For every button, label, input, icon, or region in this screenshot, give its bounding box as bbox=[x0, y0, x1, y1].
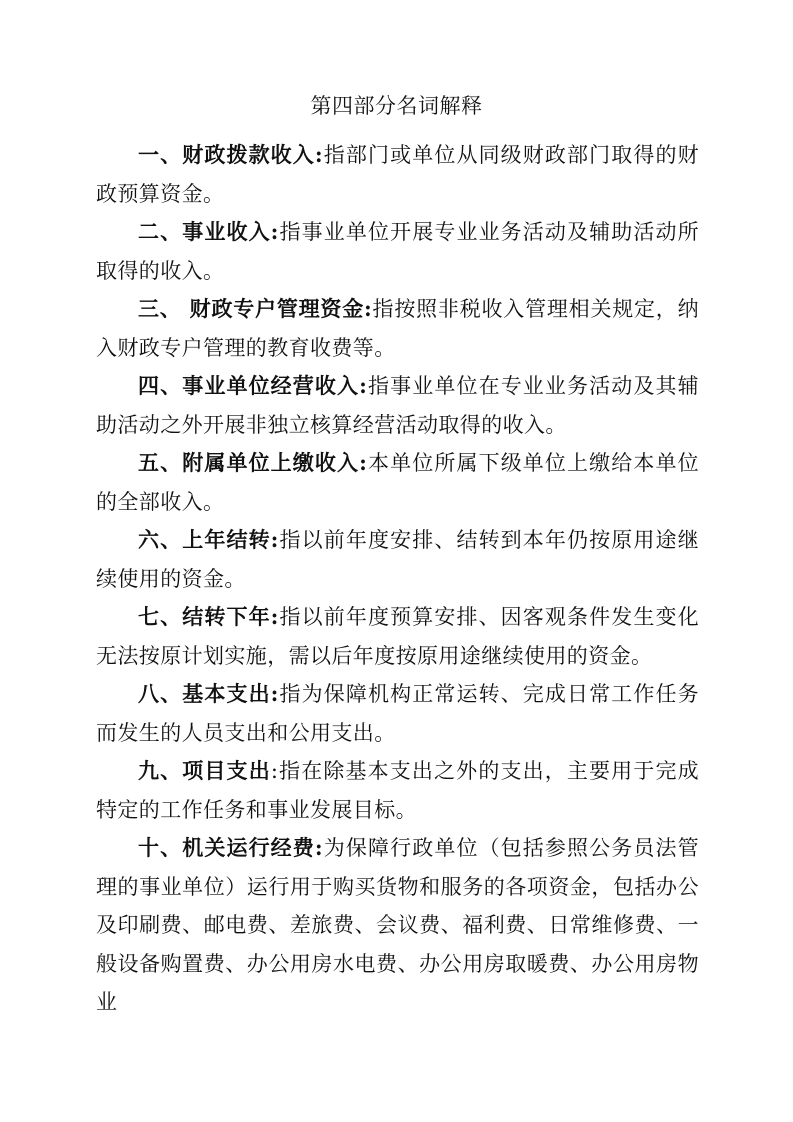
definition-entry bbox=[96, 752, 699, 829]
definition-entry bbox=[96, 367, 699, 444]
definition-entry bbox=[96, 136, 699, 213]
definition-text: 指以前年度预算安排、因客观条件发生变化无法按原计划实施，需以后年度按原用途继续使用的资金。 bbox=[96, 605, 699, 668]
definition-text: 指以前年度安排、结转到本年仍按原用途继续使用的资金。 bbox=[96, 528, 699, 591]
definition-entry bbox=[96, 829, 699, 1022]
definition-term: 四、事业单位经营收入: bbox=[138, 373, 368, 398]
definition-entry bbox=[96, 290, 699, 367]
definition-text: 本单位所属下级单位上缴给本单位的全部收入。 bbox=[96, 451, 700, 514]
definition-entry bbox=[96, 598, 699, 675]
definition-text: :指在除基本支出之外的支出，主要用于完成特定的工作任务和事业发展目标。 bbox=[96, 759, 699, 822]
definition-term: 八、基本支出: bbox=[138, 681, 279, 706]
definition-entry bbox=[96, 213, 699, 290]
definition-term: 七、结转下年: bbox=[138, 604, 279, 629]
definition-text: 指事业单位在专业业务活动及其辅助活动之外开展非独立核算经营活动取得的收入。 bbox=[96, 374, 700, 437]
page-title: 第四部分名词解释 bbox=[310, 94, 483, 118]
definition-text: 指部门或单位从同级财政部门取得的财政预算资金。 bbox=[96, 143, 699, 206]
definition-term: 九、项目支出 bbox=[138, 758, 271, 783]
definition-term: 二、事业收入: bbox=[138, 219, 279, 244]
definition-entry bbox=[96, 521, 699, 598]
definition-term: 六、上年结转: bbox=[138, 527, 279, 552]
definition-text: 指事业单位开展专业业务活动及辅助活动所取得的收入。 bbox=[96, 220, 699, 283]
definition-text: 指为保障机构正常运转、完成日常工作任务而发生的人员支出和公用支出。 bbox=[96, 682, 699, 745]
definition-term: 一、财政拨款收入: bbox=[138, 142, 324, 167]
definition-term: 三、 财政专户管理资金: bbox=[138, 296, 373, 321]
definition-text: 为保障行政单位（包括参照公务员法管理的事业单位）运行用于购买货物和服务的各项资金，包括办公及印刷费、邮电费、差旅费、会议费、福利费、日常维修费、一般设备购置费、办公用房水电费、办公用房取暖费、办公用房物业 bbox=[96, 836, 699, 1014]
definition-entry bbox=[96, 675, 699, 752]
definition-term: 五、附属单位上缴收入: bbox=[138, 450, 368, 475]
definition-term: 十、机关运行经费: bbox=[138, 835, 324, 860]
definition-entry bbox=[96, 444, 699, 521]
definition-text: 指按照非税收入管理相关规定，纳入财政专户管理的教育收费等。 bbox=[96, 297, 699, 360]
definitions-list bbox=[96, 136, 699, 1022]
